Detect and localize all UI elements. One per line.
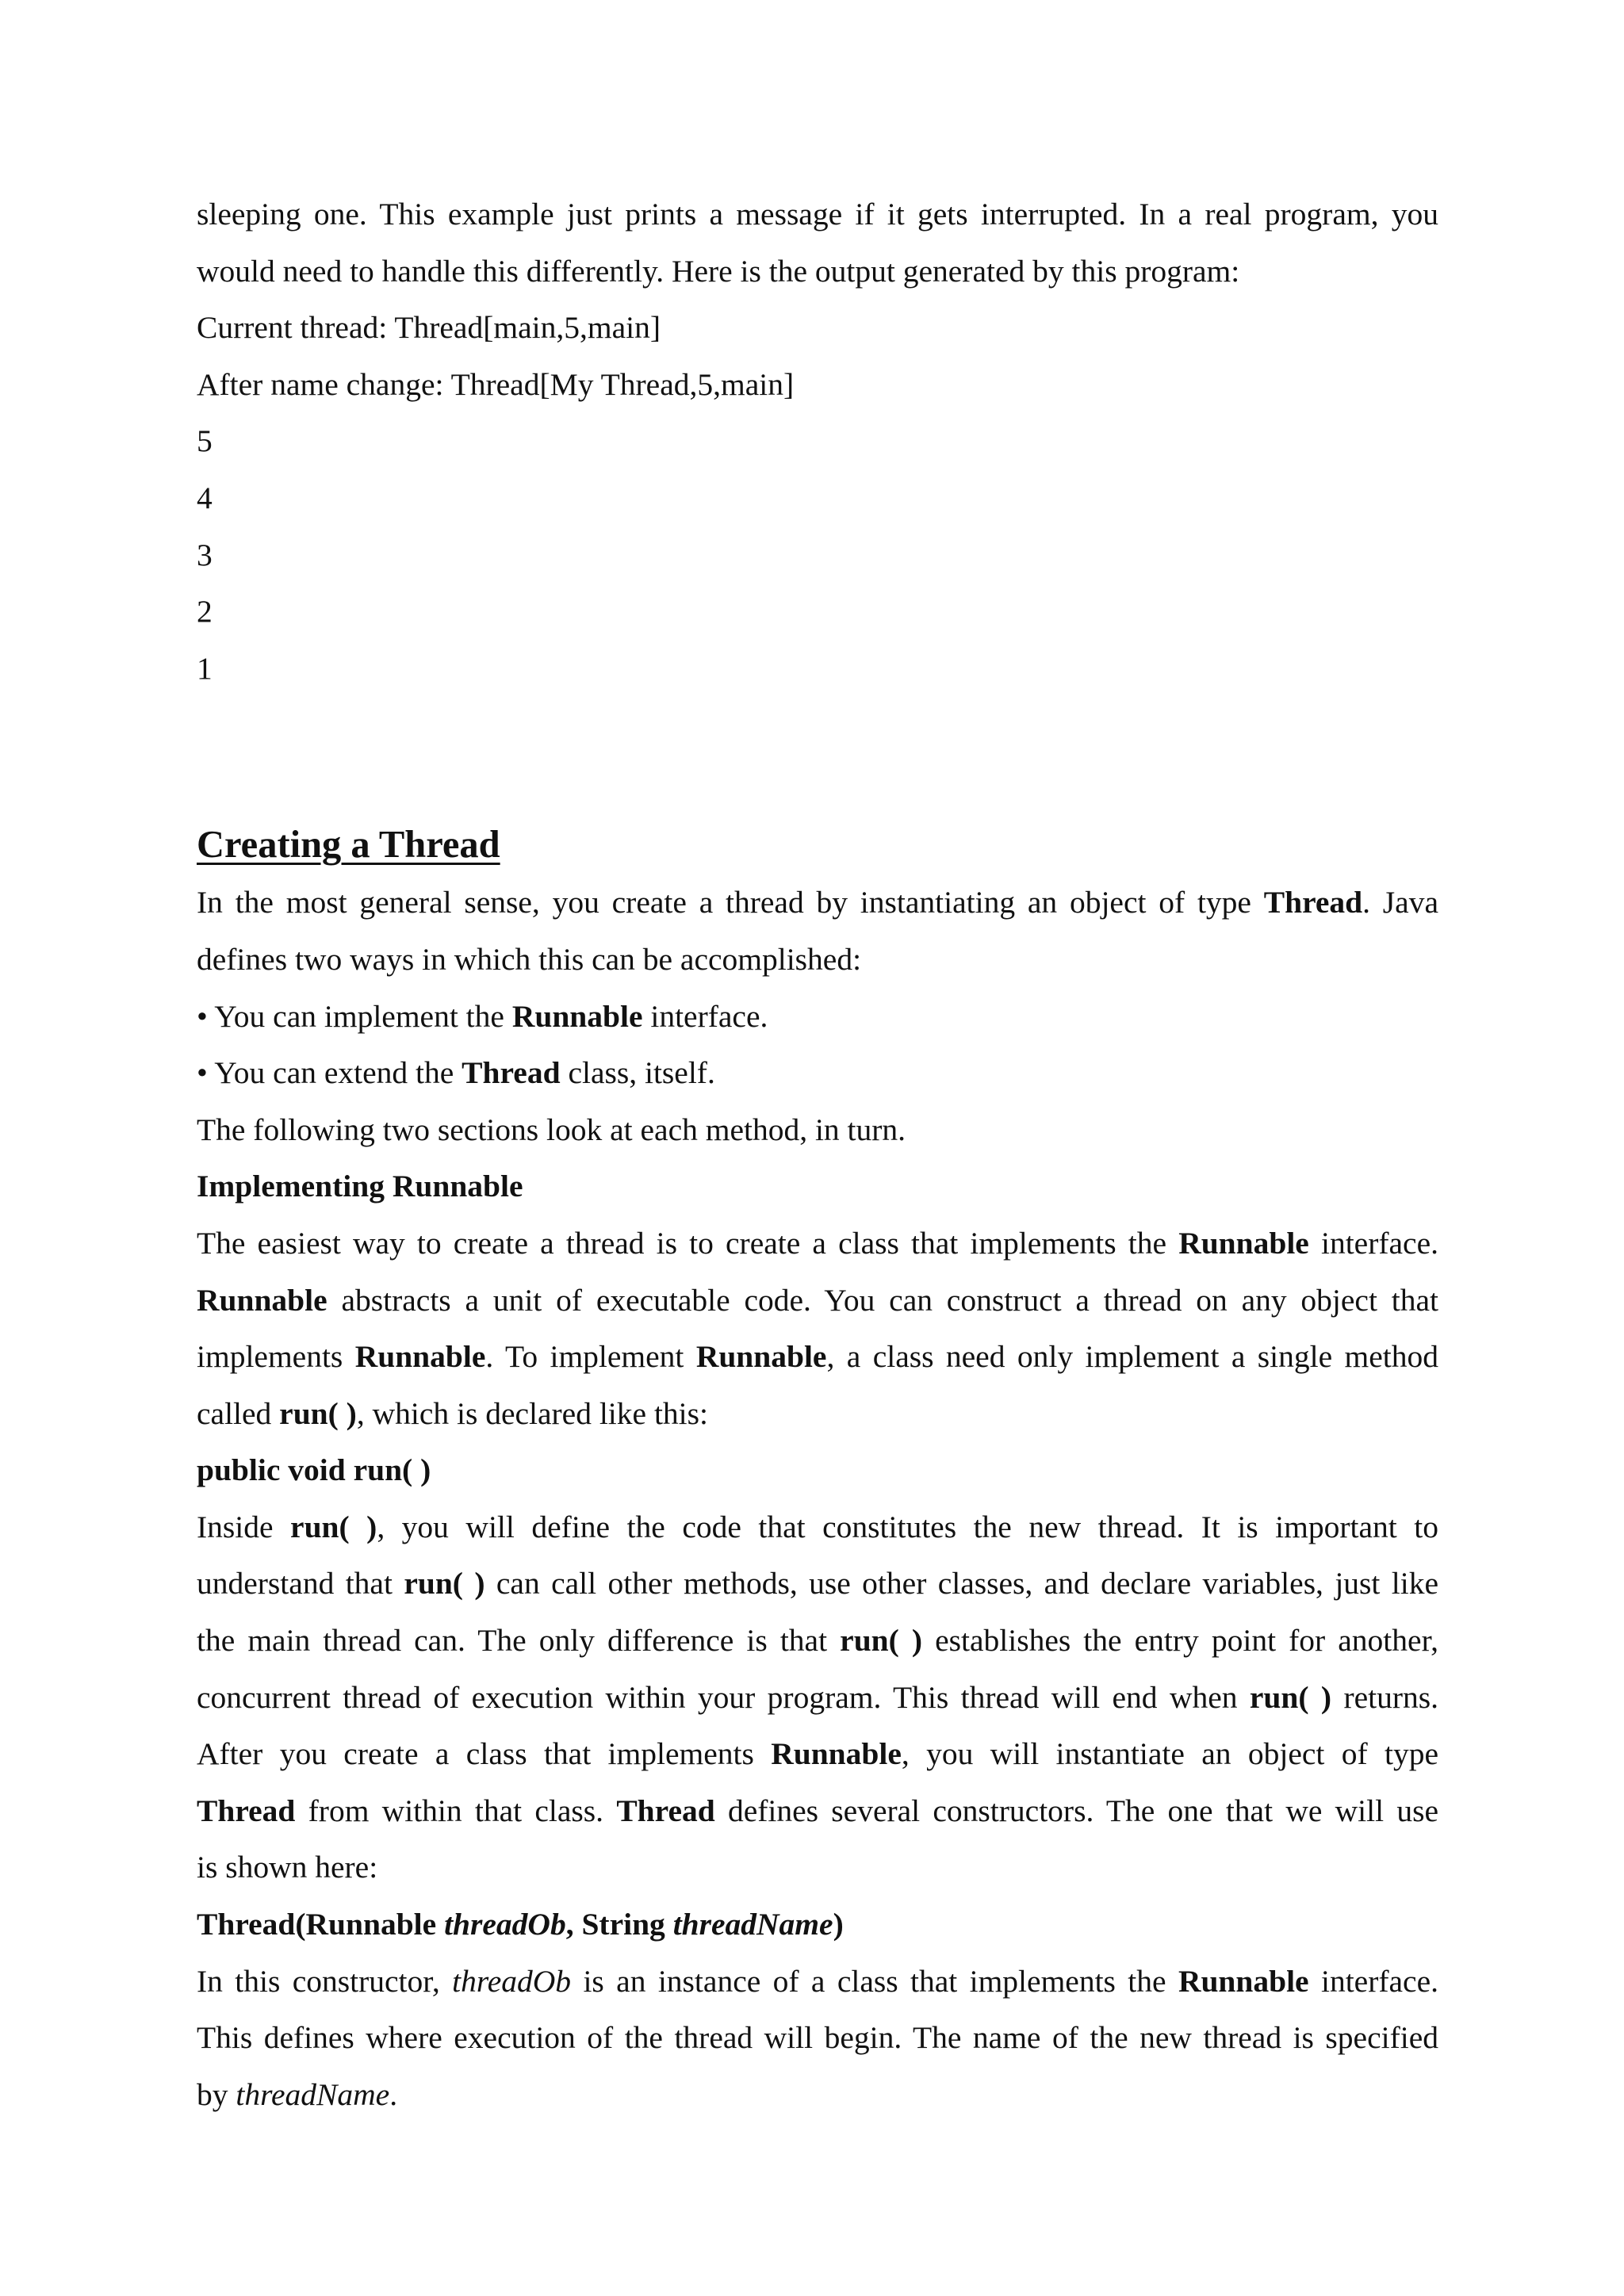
subsection-heading [197, 1158, 1438, 1215]
text: . Java [1362, 885, 1438, 920]
bold-term: Runnable [354, 1339, 486, 1375]
text: called [197, 1395, 280, 1431]
countdown-5 [197, 413, 1438, 470]
code-text: , String [565, 1907, 673, 1942]
code-text: public void run( ) [197, 1452, 431, 1488]
subheading-text: Implementing Runnable [197, 1169, 523, 1204]
text: In this constructor, [197, 1963, 453, 1999]
body-line-13 [197, 2010, 1438, 2067]
text: can call other methods, use other classes, and declare variables, just like [485, 1566, 1439, 1601]
text: . To implement [485, 1339, 696, 1375]
countdown-4 [197, 470, 1438, 527]
bold-term: run( ) [404, 1566, 485, 1601]
code-text: Thread(Runnable [197, 1907, 445, 1942]
countdown-3 [197, 527, 1438, 584]
bold-term: Runnable [1178, 1963, 1309, 1999]
text: interface. [642, 998, 768, 1034]
text: , a class need only implement a single method [826, 1339, 1438, 1375]
text: , you will instantiate an object of type [901, 1736, 1439, 1772]
text: The easiest way to create a thread is to create a class that implements the [197, 1225, 1179, 1261]
text: 5 [197, 423, 213, 459]
text: interface. [1308, 1963, 1438, 1999]
text: from within that class. [295, 1793, 617, 1828]
document-page [197, 186, 1438, 2123]
text: abstracts a unit of executable code. You can construct a thread on any object that [327, 1282, 1438, 1318]
text: understand that [197, 1566, 404, 1601]
body-line-14 [197, 2067, 1438, 2124]
text: implements [197, 1339, 355, 1375]
text: sleeping one. This example just prints a message if it gets interrupted. In a real program, you [197, 197, 1438, 232]
body-line-3 [197, 1329, 1438, 1386]
code-param: threadOb [444, 1907, 566, 1942]
spacer [197, 697, 1438, 810]
section-paragraph-1-line-2 [197, 932, 1438, 989]
countdown-1 [197, 641, 1438, 698]
code-text: ) [833, 1907, 844, 1942]
body-line-10 [197, 1783, 1438, 1840]
section-paragraph-1-line-1 [197, 874, 1438, 932]
text: defines several constructors. The one that we will use [714, 1793, 1439, 1828]
text: , you will define the code that constitutes the new thread. It is important to [377, 1509, 1438, 1544]
bold-term: run( ) [279, 1395, 357, 1431]
text: , which is declared like this: [356, 1395, 708, 1431]
code-param: threadName [672, 1907, 833, 1942]
body-line-5 [197, 1499, 1438, 1556]
text: . [389, 2076, 398, 2112]
body-line-4 [197, 1386, 1438, 1443]
section-paragraph-2 [197, 1102, 1438, 1159]
text: • You can implement the [197, 998, 512, 1034]
italic-term: threadName [236, 2076, 390, 2112]
bold-term: run( ) [1249, 1679, 1332, 1715]
body-line-8 [197, 1670, 1438, 1727]
text: After you create a class that implements [197, 1736, 772, 1772]
body-line-11 [197, 1839, 1438, 1896]
method-signature [197, 1442, 1438, 1499]
bullet-item-thread [197, 1045, 1438, 1102]
bold-term: run( ) [290, 1509, 377, 1544]
text: 1 [197, 650, 213, 686]
text: is shown here: [197, 1850, 378, 1885]
intro-line-2 [197, 243, 1438, 300]
body-line-12 [197, 1954, 1438, 2011]
text: returns. [1331, 1679, 1439, 1715]
text: the main thread can. The only difference is that [197, 1623, 841, 1659]
text: 4 [197, 480, 213, 515]
text: Current thread: Thread[main,5,main] [197, 310, 661, 346]
text: would need to handle this differently. Here is the output generated by this program: [197, 253, 1240, 289]
bold-term: Runnable [695, 1339, 827, 1375]
text: defines two ways in which this can be accomplished: [197, 941, 862, 977]
section-heading: Creating a Thread [197, 824, 500, 867]
text: Inside [197, 1509, 291, 1544]
bold-term: Thread [462, 1055, 561, 1091]
text: is an instance of a class that implements the [571, 1963, 1178, 1999]
bold-term: Thread [616, 1793, 715, 1828]
text: This defines where execution of the thread will begin. The name of the new thread is specified [197, 2020, 1438, 2056]
body-line-1 [197, 1215, 1438, 1272]
text: 3 [197, 537, 213, 572]
bold-term: Runnable [1178, 1225, 1309, 1261]
text: interface. [1308, 1225, 1438, 1261]
output-line-2 [197, 357, 1438, 414]
intro-line-1 [197, 186, 1438, 243]
body-line-2 [197, 1272, 1438, 1330]
bold-term: Thread [1263, 885, 1363, 920]
body-line-9 [197, 1726, 1438, 1783]
bold-term: Thread [197, 1793, 296, 1828]
constructor-signature [197, 1896, 1438, 1954]
text: After name change: Thread[My Thread,5,main] [197, 366, 795, 402]
countdown-2 [197, 584, 1438, 641]
text: establishes the entry point for another, [922, 1623, 1439, 1659]
text: by [197, 2076, 236, 2112]
bold-term: run( ) [840, 1623, 923, 1659]
text: 2 [197, 594, 213, 629]
bullet-item-runnable [197, 989, 1438, 1046]
output-line-1 [197, 300, 1438, 357]
text: • You can extend the [197, 1055, 462, 1091]
body-line-7 [197, 1613, 1438, 1670]
italic-term: threadOb [452, 1963, 572, 1999]
text: In the most general sense, you create a thread by instantiating an object of type [197, 885, 1264, 920]
body-line-6 [197, 1556, 1438, 1613]
bold-term: Runnable [771, 1736, 902, 1772]
text: concurrent thread of execution within your program. This thread will end when [197, 1679, 1250, 1715]
bold-term: Runnable [197, 1282, 327, 1318]
text: class, itself. [560, 1055, 715, 1091]
bold-term: Runnable [511, 998, 643, 1034]
text: The following two sections look at each method, in turn. [197, 1112, 906, 1147]
